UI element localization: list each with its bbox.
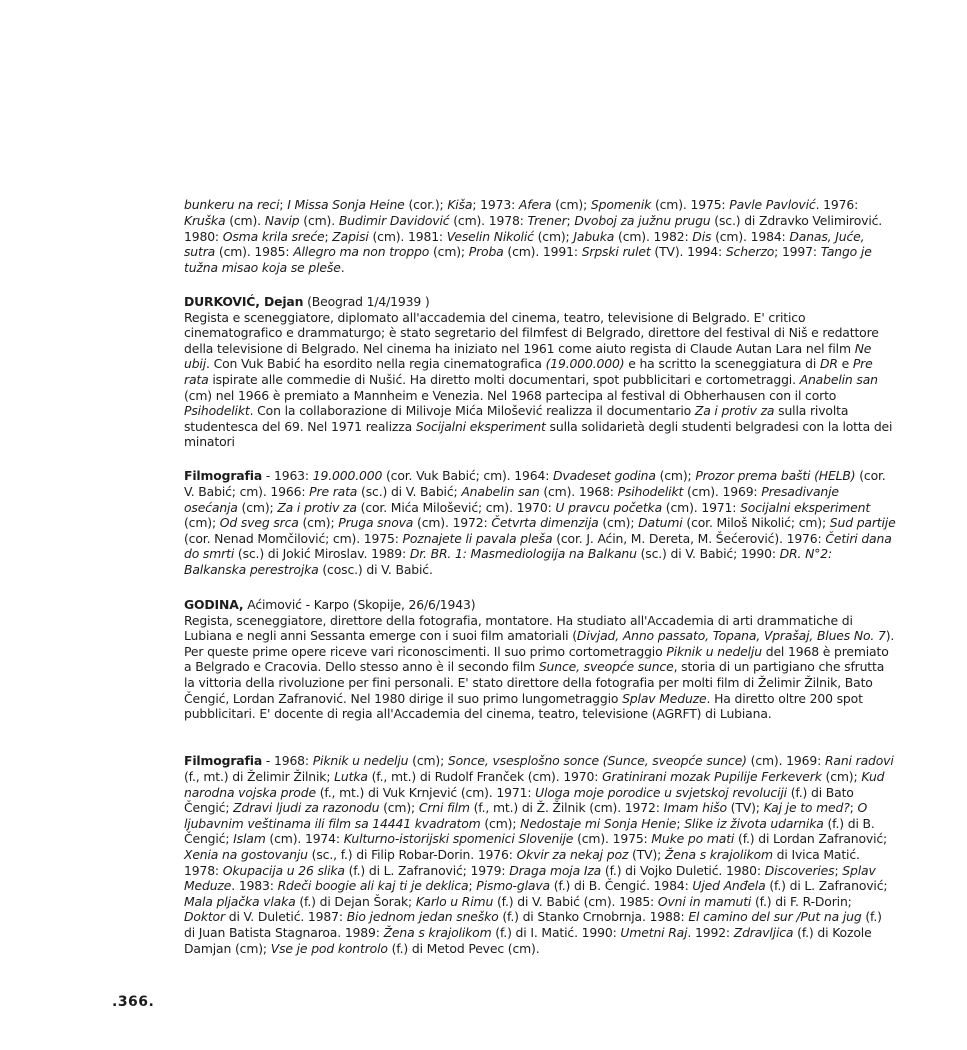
text-run: (cm); (184, 515, 220, 531)
text-run: - 1968: (262, 753, 313, 769)
text-run: , storia di un partigiano che sfrutta la vittoria della rivoluzione per fini personali. E' stato direttore della fotografia per molti film di Želimir Žilnik, Bato Čengić, Lordan Zafranović. Nel 1980 dirige il suo primo lungometraggio (184, 659, 885, 706)
title-run: Osma krila sreće (222, 228, 325, 244)
title-run: Psihodelikt (617, 483, 684, 499)
text-run: (cm). (225, 212, 265, 228)
title-run: Četiri dana do smrti (184, 530, 892, 562)
title-run: Kulturno-istorijski spomenici Slovenije (343, 831, 574, 847)
text-run: . Ha diretto oltre 200 spot pubblicitari. E' docente di regia all'Accademia del cinema, teatro, televisione (AGRFT) di Lubiana. (184, 690, 863, 722)
title-run: Ovni in mamuti (657, 893, 752, 909)
text-run: (sc., f.) di Filip Robar-Dorin. 1976: (307, 846, 517, 862)
section-label: Filmografia (184, 753, 263, 769)
title-run: Discoveries (764, 862, 835, 878)
text-run: (f.) di B. Čengić; (184, 815, 875, 847)
text-run: (cor. J. Aćin, M. Dereta, M. Šećerović). 1976: (552, 530, 826, 546)
title-run: Pismo-glava (476, 878, 550, 894)
text-run: ; 1973: (472, 197, 519, 213)
text-run: (cm) nel 1966 è premiato a Mannheim e Venezia. Nel 1968 partecipa al festival di Obherhausen con il corto (184, 387, 837, 403)
title-run: El camino del sur /Put na jug (688, 909, 862, 925)
title-run: Pre rata (309, 483, 358, 499)
text-run: (cm); (379, 800, 419, 816)
text-run: (cm). 1968: (539, 483, 618, 499)
text-run: (sc.) di V. Babić; (357, 483, 462, 499)
title-run: Od sveg srca (219, 515, 299, 531)
title-run: Poznajete li pavala pleša (402, 530, 553, 546)
text-run: (sc.) di V. Babić; 1990: (636, 546, 780, 562)
text-run: (f.) di F. R-Dorin; (751, 893, 852, 909)
text-run: ; 1997: (774, 244, 821, 260)
text-run: (cm). 1975: (651, 197, 730, 213)
title-run: Jabuka (573, 228, 615, 244)
text-run: (f.) di L. Zafranović; 1979: (344, 862, 510, 878)
text-run: (cm). 1971: (662, 499, 741, 515)
text-run: Regista, sceneggiatore, direttore della fotografia, montatore. Ha studiato all'Accademia di arti drammatiche di Lubiana e negli anni Sessanta emerge con i suoi film amatoriali ( (184, 612, 853, 644)
title-run: Gratinirani mozak Pupilije Ferkeverk (602, 768, 822, 784)
title-run: Karlo u Rimu (415, 893, 494, 909)
title-run: Socijalni eksperiment (740, 499, 871, 515)
text-run: (TV). 1994: (650, 244, 726, 260)
title-run: Umetni Raj (620, 924, 688, 940)
text-run: del 1968 è premiato a Belgrado e Cracovia. Dello stesso anno è il secondo film (184, 643, 889, 675)
title-run: Sonce, vsesplošno sonce (Sunce, sveopće sunce) (447, 753, 747, 769)
title-run: Divjad, Anno passato, Topana, Vprašaj, Blues No. 7 (576, 628, 886, 644)
text-run: . 1976: (815, 197, 859, 213)
title-run: Zdravi ljudi za razonodu (233, 800, 380, 816)
title-run: Četvrta dimenzija (491, 515, 599, 531)
text-run: (cm); (298, 515, 339, 531)
title-run: Kruška (184, 212, 226, 228)
title-run: Mala pljačka vlaka (184, 893, 296, 909)
text-run: (f., mt.) di Želimir Žilnik; (184, 768, 335, 784)
title-run: Afera (518, 197, 552, 213)
entry-durkovic-filmography (184, 468, 896, 577)
text-run: (cm); (429, 244, 469, 260)
text-run: Regista e sceneggiatore, diplomato all'accademia del cinema, teatro, televisione di Belgrado. E' critico cinematografico e drammaturgo; è stato segretario del filmfest di Belgrado, direttore del festival di Niš e redattore della televisione di Belgrado. Nel cinema ha iniziato nel 1961 come aiuto regista di Claude Autan Lara nel film (184, 309, 879, 356)
entry-birth: Aćimović - Karpo (Skopije, 26/6/1943) (243, 597, 476, 612)
title-run: Srpski rulet (581, 244, 651, 260)
text-run: (cosc.) di V. Babić. (318, 561, 433, 577)
text-run: (cm); (598, 515, 639, 531)
title-run: Islam (233, 831, 266, 847)
title-run: Žena s krajolikom (664, 846, 773, 862)
text-run: . 1983: (231, 878, 278, 894)
title-run: Crni film (418, 800, 470, 816)
text-run: (cor. V. Babić; cm). 1966: (184, 468, 886, 499)
title-run: Vse je pod kontrolo (270, 940, 388, 956)
title-run: Za i protiv za (277, 499, 357, 515)
text-run: - 1963: (262, 468, 313, 484)
title-run: Lutka (334, 768, 368, 784)
text-run: (f.) di Bato Čengić; (184, 784, 854, 816)
text-run: (cm). 1982: (614, 228, 693, 244)
title-run: Kiša (447, 197, 473, 213)
title-run: Dr. BR. 1: Masmediologija na Balkanu (409, 546, 637, 562)
title-run: Bio jednom jedan sneško (346, 909, 499, 925)
text-run: (cm). 1969: (683, 483, 762, 499)
text-run: ; (324, 228, 333, 244)
text-run: (cm); (655, 468, 696, 484)
text-run: (cm). (299, 212, 339, 228)
title-run: (19.000.000) (545, 356, 625, 372)
title-run: Pavle Pavlović (729, 197, 816, 213)
text-run: (f.) di Kozole Damjan (cm); (184, 924, 872, 956)
entry-godina-filmography (184, 753, 896, 956)
text-run: . 1992: (687, 924, 734, 940)
title-run: Zdravljica (733, 924, 794, 940)
text-run: (cor. Vuk Babić; cm). 1964: (382, 468, 554, 484)
text-run: (f.) di Juan Batista Stagnaroa. 1989: (184, 909, 882, 940)
title-run: Za i protiv za (694, 403, 775, 419)
title-run: O ljubavnim veštinama ili film sa 14441 kvadratom (184, 800, 868, 831)
text-run: e ha scritto la sceneggiatura di (624, 356, 820, 372)
title-run: Anabelin san (461, 483, 540, 499)
title-run: I Missa Sonja Heine (287, 197, 405, 213)
text-run: ; (468, 878, 477, 894)
entry-name: DURKOVIĆ, Dejan (184, 294, 304, 309)
section-label: Filmografia (184, 468, 263, 484)
title-run: Proba (468, 244, 504, 260)
title-run: Anabelin san (799, 371, 878, 387)
text-run: (cor.); (404, 197, 448, 213)
title-run: Rdeči boogie ali kaj ti je deklica (277, 878, 469, 894)
title-run: Kud narodna vojska prode (184, 768, 885, 800)
title-run: Trener (527, 212, 567, 228)
text-run: (f.) di Lordan Zafranović; (734, 831, 888, 847)
title-run: 19.000.000 (312, 468, 383, 484)
text-run: (cm); (551, 197, 591, 213)
text-run: e (837, 356, 853, 372)
entry-birth: (Beograd 1/4/1939 ) (303, 294, 430, 309)
title-run: Dis (692, 228, 712, 244)
title-run: Socijalni eksperiment (415, 418, 546, 434)
text-run: di V. Duletić. 1987: (224, 909, 347, 925)
text-run: (f.) di Vojko Duletić. 1980: (601, 862, 765, 878)
entry-biography (184, 310, 896, 450)
text-run: (sc.) di Jokić Miroslav. 1989: (234, 546, 410, 562)
text-run: ; (834, 862, 843, 878)
title-run: Spomenik (590, 197, 652, 213)
text-run: ; (849, 800, 858, 816)
title-run: Budimir Davidović (338, 212, 450, 228)
text-run: sulla rivolta studentesca del 69. Nel 1971 realizza (184, 403, 849, 434)
title-run: Rani radovi (824, 753, 894, 769)
text-run: (f., mt.) di Rudolf Franček (cm). 1970: (367, 768, 603, 784)
text-run: ). Per queste prime opere riceve vari riconoscimenti. Il suo primo cortometraggio (184, 628, 895, 659)
text-run: (f., mt.) di Ž. Žilnik (cm). 1972: (469, 800, 664, 816)
title-run: Prozor prema bašti (HELB) (695, 468, 856, 484)
text-run: sulla solidarietà degli studenti belgradesi con la lotta dei minatori (184, 418, 893, 450)
title-run: Allegro ma non troppo (293, 244, 430, 260)
text-run: (cm); (408, 753, 448, 769)
text-run: (cm). 1972: (413, 515, 492, 531)
title-run: Piknik u nedelju (666, 643, 762, 659)
text-run: (cm). 1969: (746, 753, 825, 769)
text-run: (f., mt.) di Vuk Krnjević (cm). 1971: (315, 784, 536, 800)
text-run: (cm). 1981: (368, 228, 447, 244)
text-run: (f.) di Dejan Šorak; (295, 893, 416, 909)
title-run: Psihodelikt (184, 403, 250, 419)
filmography-continuation (184, 197, 896, 275)
entry-name: GODINA, (184, 597, 244, 612)
text-run: (f.) di V. Babić (cm). 1985: (493, 893, 658, 909)
title-run: Sunce, sveopće sunce (538, 659, 674, 675)
text-run: (TV); (726, 800, 764, 816)
text-run: (cor. Nenad Momčilović; cm). 1975: (184, 530, 403, 546)
title-run: Danas, Juće, sutra (184, 228, 865, 260)
text-run: . (340, 259, 345, 275)
title-run: Okvir za nekaj poz (516, 846, 629, 862)
title-run: Scherzo (725, 244, 775, 260)
title-run: Ne ubij (184, 340, 872, 372)
title-run: Sud partije (829, 515, 896, 531)
text-run: (f.) di I. Matić. 1990: (491, 924, 621, 940)
page-number: .366. (112, 994, 155, 1010)
title-run: bunkeru na reci (184, 197, 280, 213)
text-run: . Con la collaborazione di Milivoje Mića Milošević realizza il documentario (249, 403, 695, 419)
text-run: (f.) di Metod Pevec (cm). (387, 940, 540, 956)
title-run: Žena s krajolikom (383, 924, 492, 940)
text-run: (cm); (533, 228, 574, 244)
title-run: Piknik u nedelju (312, 753, 409, 769)
title-run: Kaj je to med? (763, 800, 850, 816)
title-run: Draga moja Iza (509, 862, 602, 878)
title-run: Pruga snova (338, 515, 414, 531)
title-run: DR. N°2: Balkanska perestrojka (184, 546, 833, 577)
title-run: Presadivanje osećanja (184, 483, 839, 515)
title-run: Uloga moje porodice u svjetskoj revoluciji (535, 784, 787, 800)
text-run: (cm). 1978: (449, 212, 528, 228)
text-run: di Ivica Matić. 1978: (184, 846, 860, 878)
text-run: . Con Vuk Babić ha esordito nella regia cinematografica (206, 356, 546, 372)
entry-durkovic (184, 294, 896, 450)
title-run: Ujed Anđela (692, 878, 766, 894)
text-run: ; (676, 815, 685, 831)
text-run: (cm); (237, 499, 278, 515)
text-run: (TV); (628, 846, 665, 862)
title-run: Splav Meduze (622, 690, 707, 706)
entry-heading (184, 294, 896, 310)
title-run: DR (819, 356, 838, 372)
text-run: (sc.) di Zdravko Velimirović. 1980: (184, 212, 883, 244)
title-run: Slike iz života udarnika (684, 815, 824, 831)
text-run: (f.) di B. Čengić. 1984: (549, 878, 693, 894)
text-run: (cm). 1985: (215, 244, 294, 260)
text-run: (cor. Miloš Nikolić; cm); (682, 515, 830, 531)
title-run: Okupacija u 26 slika (222, 862, 345, 878)
title-run: Dvoboj za južnu prugu (574, 212, 711, 228)
title-run: Xenia na gostovanju (184, 846, 308, 862)
title-run: Nedostaje mi Sonja Henie (520, 815, 677, 831)
text-run: (cm). 1974: (265, 831, 344, 847)
title-run: Muke po mati (651, 831, 735, 847)
title-run: Imam hišo (663, 800, 727, 816)
text-run: (cm); (821, 768, 862, 784)
title-run: Tango je tužna misao koja se pleše (184, 244, 872, 275)
text-run: ispirate alle commedie di Nušić. Ha diretto molti documentari, spot pubblicitari e cortometraggi. (208, 371, 800, 387)
title-run: Zapisi (332, 228, 369, 244)
text-run: (f.) di L. Zafranović; (765, 878, 888, 894)
text-run: (cm). 1975: (573, 831, 652, 847)
text-run: ; (566, 212, 575, 228)
entry-biography (184, 613, 896, 722)
title-run: Pre rata (184, 356, 873, 387)
text-run: (cor. Mića Milošević; cm). 1970: (356, 499, 556, 515)
title-run: Dvadeset godina (553, 468, 656, 484)
title-run: Veselin Nikolić (446, 228, 534, 244)
entry-heading (184, 597, 896, 613)
title-run: Datumi (638, 515, 683, 531)
title-run: Doktor (184, 909, 225, 925)
text-run: (cm). 1984: (711, 228, 790, 244)
title-run: Navip (264, 212, 300, 228)
text-run: (f.) di Stanko Crnobrnja. 1988: (498, 909, 689, 925)
title-run: U pravcu početka (555, 499, 663, 515)
text-run: (cm). 1991: (503, 244, 582, 260)
text-run: (cm); (480, 815, 521, 831)
text-run: ; (279, 197, 288, 213)
title-run: Splav Meduze (184, 862, 876, 894)
entry-godina (184, 597, 896, 722)
